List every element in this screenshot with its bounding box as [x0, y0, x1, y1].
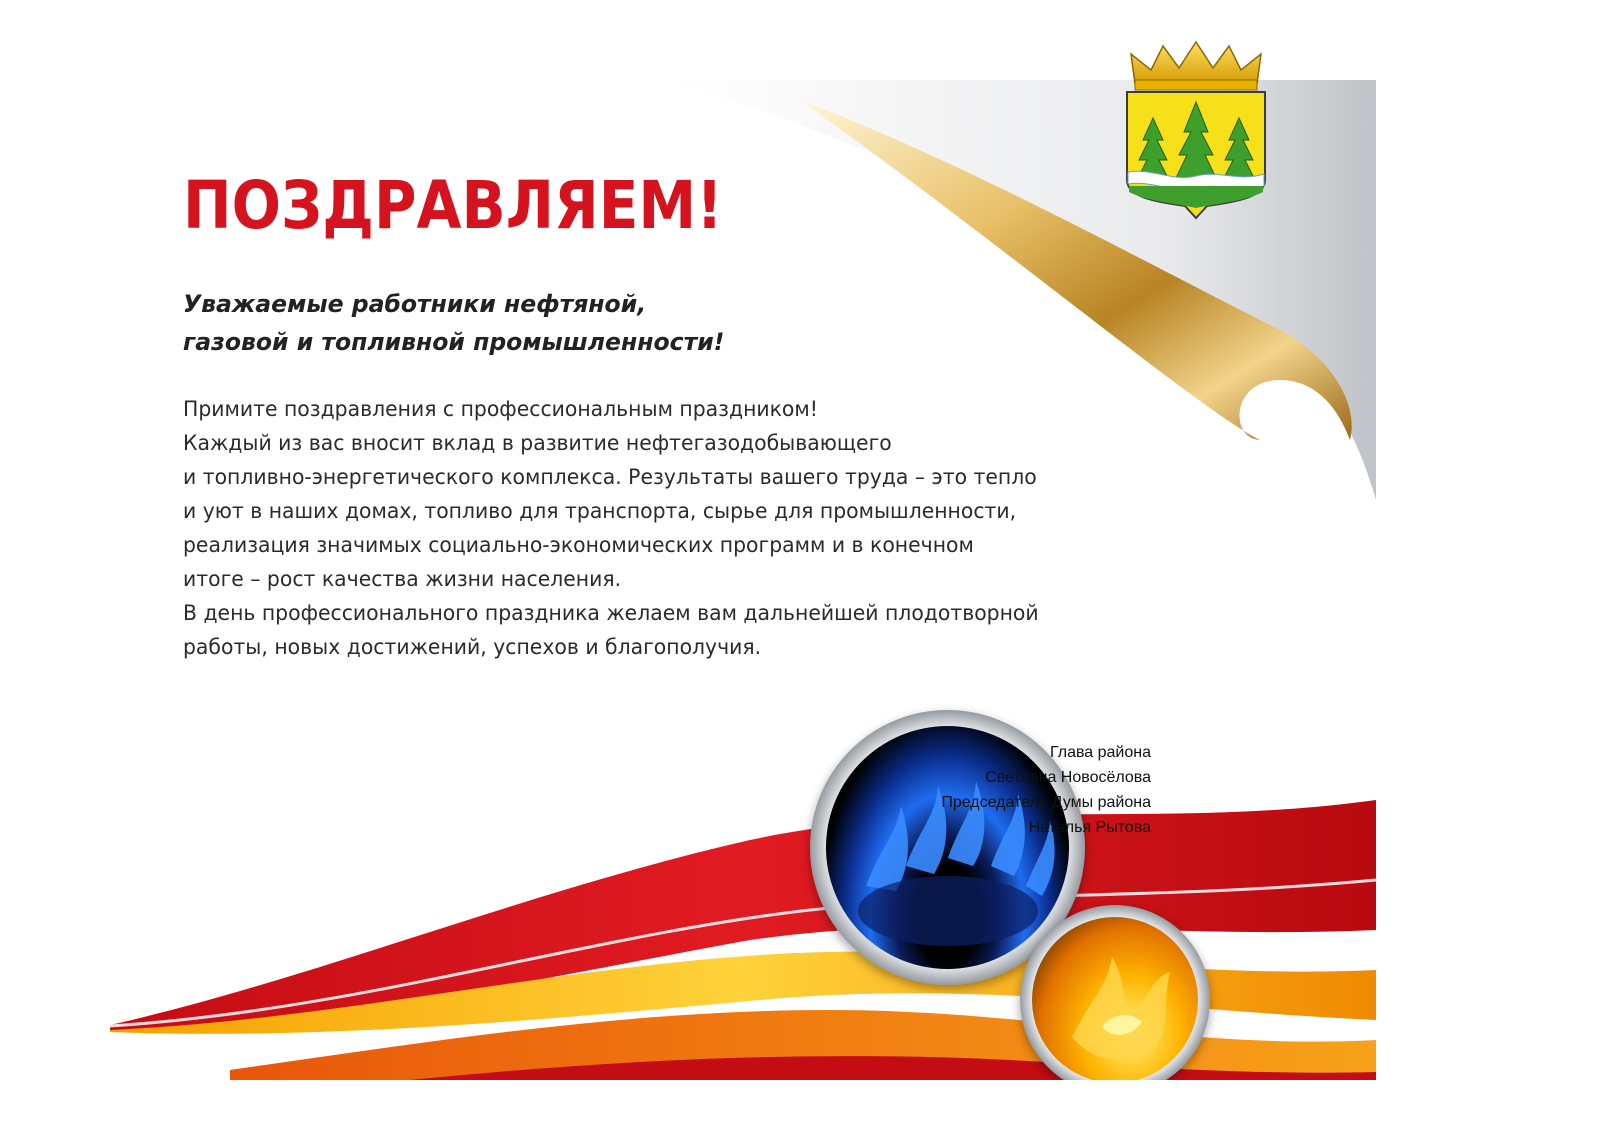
oil-splash-icon	[1020, 905, 1210, 1080]
signature-line: Глава района	[1049, 744, 1151, 761]
message-line: реализация значимых социально-экономических программ и в конечном	[183, 533, 974, 557]
signature-block	[941, 740, 1151, 840]
message-line: и топливно-энергетического комплекса. Результаты вашего труда – это тепло	[183, 465, 1037, 489]
greeting-heading	[183, 285, 724, 361]
greeting-line: Уважаемые работники нефтяной,	[183, 290, 647, 318]
signature-line: Светлана Новосёлова	[985, 769, 1151, 786]
greeting-card	[110, 80, 1376, 1080]
coat-of-arms-icon	[1123, 40, 1269, 220]
message-line: В день профессионального праздника желаем вам дальнейшей плодотворной	[183, 601, 1039, 625]
message-body	[183, 392, 1039, 664]
message-line: итоге – рост качества жизни населения.	[183, 567, 622, 591]
greeting-line: газовой и топливной промышленности!	[183, 328, 725, 356]
message-line: Примите поздравления с профессиональным праздником!	[183, 397, 818, 421]
message-line: Каждый из вас вносит вклад в развитие нефтегазодобывающего	[183, 431, 892, 455]
signature-line: Председатель Думы района	[941, 794, 1151, 811]
message-line: и уют в наших домах, топливо для транспорта, сырье для промышленности,	[183, 499, 1017, 523]
page-title: ПОЗДРАВЛЯЕМ!	[183, 167, 723, 244]
message-line: работы, новых достижений, успехов и благополучия.	[183, 635, 762, 659]
signature-line: Наталья Рытова	[1028, 819, 1151, 836]
